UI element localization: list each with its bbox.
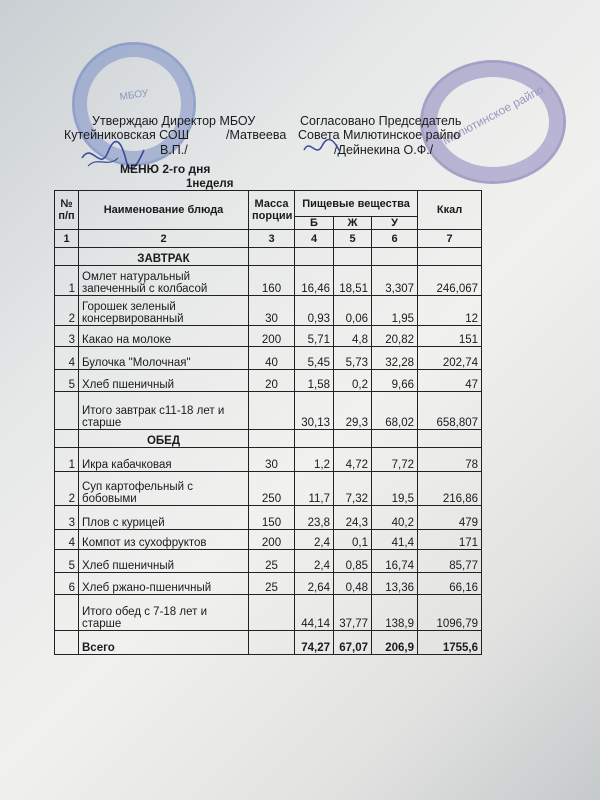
kcal-total: 1096,79 <box>418 595 482 631</box>
fat-total: 37,77 <box>334 595 372 631</box>
total-label: Итого завтрак с11-18 лет и старше <box>79 392 249 430</box>
protein-total: 30,13 <box>295 392 334 430</box>
table-row <box>55 472 482 506</box>
section-title-lunch: ОБЕД <box>79 430 249 448</box>
carb-value: 19,5 <box>372 472 418 506</box>
carb-value: 32,28 <box>372 347 418 370</box>
carb-total: 138,9 <box>372 595 418 631</box>
table-row <box>55 448 482 472</box>
fat-value: 0,1 <box>334 530 372 550</box>
carb-value: 3,307 <box>372 266 418 296</box>
total-label: Итого обед с 7-18 лет и старше <box>79 595 249 631</box>
kcal-value: 246,067 <box>418 266 482 296</box>
col-number: 5 <box>334 230 372 248</box>
dish-name: Хлеб ржано-пшеничный <box>79 573 249 595</box>
kcal-value: 66,16 <box>418 573 482 595</box>
col-header-mass: Масса порции <box>249 191 295 230</box>
protein-value: 5,71 <box>295 326 334 347</box>
protein-value: 23,8 <box>295 506 334 530</box>
kcal-value: 12 <box>418 296 482 326</box>
col-header-kcal: Ккал <box>418 191 482 230</box>
kcal-value: 85,77 <box>418 550 482 573</box>
lunch-total-row <box>55 595 482 631</box>
col-header-num: № п/п <box>55 191 79 230</box>
row-num: 2 <box>55 296 79 326</box>
table-row <box>55 573 482 595</box>
col-number: 1 <box>55 230 79 248</box>
fat-value: 0,06 <box>334 296 372 326</box>
protein-value: 0,93 <box>295 296 334 326</box>
row-num: 1 <box>55 266 79 296</box>
table-row <box>55 296 482 326</box>
protein-grand-total: 74,27 <box>295 631 334 655</box>
table-row <box>55 266 482 296</box>
agreed-line-1: Согласовано Председатель <box>300 114 462 128</box>
portion-mass: 40 <box>249 347 295 370</box>
section-row-breakfast <box>55 248 482 266</box>
carb-value: 13,36 <box>372 573 418 595</box>
approved-name: /Матвеева <box>226 128 287 142</box>
approved-line-2: Кутейниковская СОШ <box>64 128 190 142</box>
portion-mass: 25 <box>249 573 295 595</box>
portion-mass: 150 <box>249 506 295 530</box>
fat-value: 24,3 <box>334 506 372 530</box>
col-number: 2 <box>79 230 249 248</box>
protein-value: 1,2 <box>295 448 334 472</box>
table-row <box>55 347 482 370</box>
table-row <box>55 506 482 530</box>
grand-total-row <box>55 631 482 655</box>
table-row <box>55 530 482 550</box>
school-seal-text: МБОУ <box>119 87 149 103</box>
col-header-nutrients: Пищевые вещества <box>295 191 418 217</box>
row-num: 1 <box>55 448 79 472</box>
menu-table <box>54 190 482 655</box>
col-number: 6 <box>372 230 418 248</box>
protein-value: 2,4 <box>295 530 334 550</box>
dish-name: Булочка "Молочная" <box>79 347 249 370</box>
table-row <box>55 370 482 392</box>
kcal-value: 479 <box>418 506 482 530</box>
row-num: 5 <box>55 370 79 392</box>
col-header-name: Наименование блюда <box>79 191 249 230</box>
kcal-value: 47 <box>418 370 482 392</box>
agreed-line-2: Совета Милютинское райпо <box>298 128 461 142</box>
kcal-value: 202,74 <box>418 347 482 370</box>
carb-value: 1,95 <box>372 296 418 326</box>
portion-mass: 200 <box>249 326 295 347</box>
fat-total: 29,3 <box>334 392 372 430</box>
col-number: 7 <box>418 230 482 248</box>
kcal-total: 658,807 <box>418 392 482 430</box>
fat-grand-total: 67,07 <box>334 631 372 655</box>
portion-mass: 30 <box>249 296 295 326</box>
table-row <box>55 550 482 573</box>
portion-mass: 250 <box>249 472 295 506</box>
table-row <box>55 326 482 347</box>
chair-signature <box>300 136 344 160</box>
carb-value: 40,2 <box>372 506 418 530</box>
fat-value: 0,85 <box>334 550 372 573</box>
carb-value: 7,72 <box>372 448 418 472</box>
kcal-value: 78 <box>418 448 482 472</box>
portion-mass: 20 <box>249 370 295 392</box>
protein-value: 16,46 <box>295 266 334 296</box>
carb-value: 9,66 <box>372 370 418 392</box>
grand-total-label: Всего <box>79 631 249 655</box>
carb-value: 16,74 <box>372 550 418 573</box>
fat-value: 7,32 <box>334 472 372 506</box>
dish-name: Суп картофельный с бобовыми <box>79 472 249 506</box>
fat-value: 0,48 <box>334 573 372 595</box>
protein-total: 44,14 <box>295 595 334 631</box>
carb-grand-total: 206,9 <box>372 631 418 655</box>
kcal-value: 151 <box>418 326 482 347</box>
carb-value: 20,82 <box>372 326 418 347</box>
dish-name: Омлет натуральный запеченный с колбасой <box>79 266 249 296</box>
col-number: 4 <box>295 230 334 248</box>
row-num: 3 <box>55 506 79 530</box>
agreed-name: /Дейнекина О.Ф./ <box>334 143 434 157</box>
kcal-value: 171 <box>418 530 482 550</box>
protein-value: 2,4 <box>295 550 334 573</box>
col-number: 3 <box>249 230 295 248</box>
row-num: 4 <box>55 347 79 370</box>
row-num: 3 <box>55 326 79 347</box>
breakfast-total-row <box>55 392 482 430</box>
section-row-lunch <box>55 430 482 448</box>
dish-name: Хлеб пшеничный <box>79 550 249 573</box>
dish-name: Горошек зеленый консервированный <box>79 296 249 326</box>
row-num: 4 <box>55 530 79 550</box>
dish-name: Хлеб пшеничный <box>79 370 249 392</box>
column-numbers-row <box>55 230 482 248</box>
dish-name: Икра кабачковая <box>79 448 249 472</box>
header-row <box>55 191 482 217</box>
portion-mass: 200 <box>249 530 295 550</box>
menu-title: МЕНЮ 2-го дня <box>120 162 211 176</box>
approved-line-1: Утверждаю Директор МБОУ <box>92 114 256 128</box>
col-header-u: У <box>372 217 418 230</box>
kcal-value: 216,86 <box>418 472 482 506</box>
dish-name: Какао на молоке <box>79 326 249 347</box>
col-header-b: Б <box>295 217 334 230</box>
approved-initials: В.П./ <box>160 143 188 157</box>
fat-value: 18,51 <box>334 266 372 296</box>
dish-name: Компот из сухофруктов <box>79 530 249 550</box>
raipo-seal-text: Милютинское райпо <box>440 82 546 148</box>
fat-value: 4,72 <box>334 448 372 472</box>
fat-value: 4,8 <box>334 326 372 347</box>
row-num: 2 <box>55 472 79 506</box>
row-num: 5 <box>55 550 79 573</box>
carb-value: 41,4 <box>372 530 418 550</box>
carb-total: 68,02 <box>372 392 418 430</box>
col-header-zh: Ж <box>334 217 372 230</box>
protein-value: 1,58 <box>295 370 334 392</box>
portion-mass: 30 <box>249 448 295 472</box>
portion-mass: 160 <box>249 266 295 296</box>
kcal-grand-total: 1755,6 <box>418 631 482 655</box>
week-label: 1неделя <box>186 178 234 190</box>
row-num: 6 <box>55 573 79 595</box>
protein-value: 11,7 <box>295 472 334 506</box>
protein-value: 5,45 <box>295 347 334 370</box>
fat-value: 5,73 <box>334 347 372 370</box>
dish-name: Плов с курицей <box>79 506 249 530</box>
protein-value: 2,64 <box>295 573 334 595</box>
portion-mass: 25 <box>249 550 295 573</box>
fat-value: 0,2 <box>334 370 372 392</box>
section-title-breakfast: ЗАВТРАК <box>79 248 249 266</box>
